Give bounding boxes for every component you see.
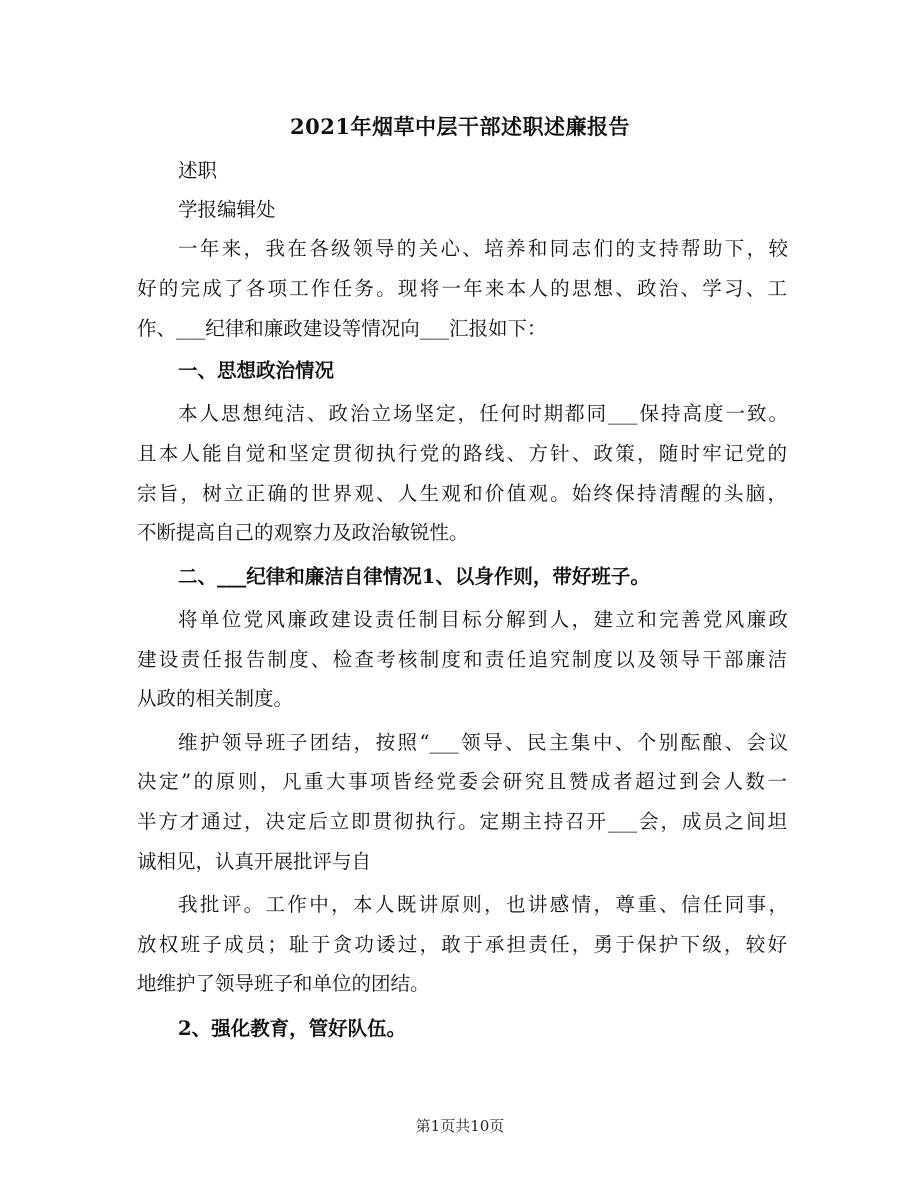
body-line: 将单位党风廉政建设责任制目标分解到人，建立和完善党风廉政: [178, 608, 788, 631]
section-heading: 2、强化教育，管好队伍。: [178, 1017, 407, 1040]
body-line: 且本人能自觉和坚定贯彻执行党的路线、方针、政策，随时牢记党的: [137, 442, 787, 465]
body-line: 本人思想纯洁、政治立场坚定，任何时期都同___保持高度一致。: [178, 402, 788, 425]
body-line: 地维护了领导班子和单位的团结。: [137, 972, 430, 995]
body-line: 学报编辑处: [178, 198, 276, 221]
body-line: 我批评。工作中，本人既讲原则，也讲感情，尊重、信任同事，: [178, 893, 788, 916]
body-line: 宗旨，树立正确的世界观、人生观和价值观。始终保持清醒的头脑，: [137, 482, 787, 505]
body-line: 诚相见，认真开展批评与自: [137, 850, 372, 873]
section-heading: 一、思想政治情况: [178, 359, 335, 382]
document-title: 2021年烟草中层干部述职述廉报告: [290, 114, 630, 139]
body-line: 好的完成了各项工作任务。现将一年来本人的思想、政治、学习、工: [137, 277, 787, 300]
body-line: 维护领导班子团结，按照“___领导、民主集中、个别酝酿、会议: [178, 731, 788, 754]
body-line: 建设责任报告制度、检查考核制度和责任追究制度以及领导干部廉洁: [137, 648, 787, 671]
body-line: 述职: [178, 159, 218, 182]
body-line: 一年来，我在各级领导的关心、培养和同志们的支持帮助下，较: [178, 237, 788, 260]
body-line: 作、___纪律和廉政建设等情况向___汇报如下：: [137, 317, 547, 340]
body-line: 放权班子成员；耻于贪功诿过，敢于承担责任，勇于保护下级，较好: [137, 933, 787, 956]
body-line: 半方才通过，决定后立即贯彻执行。定期主持召开___会，成员之间坦: [137, 810, 787, 833]
section-heading: 二、___纪律和廉洁自律情况1、以身作则，带好班子。: [178, 565, 650, 588]
body-line: 不断提高自己的观察力及政治敏锐性。: [137, 521, 469, 544]
page-number: 第1页共10页: [415, 1117, 505, 1135]
body-line: 从政的相关制度。: [137, 687, 294, 710]
body-line: 决定”的原则，凡重大事项皆经党委会研究且赞成者超过到会人数一: [137, 770, 787, 793]
